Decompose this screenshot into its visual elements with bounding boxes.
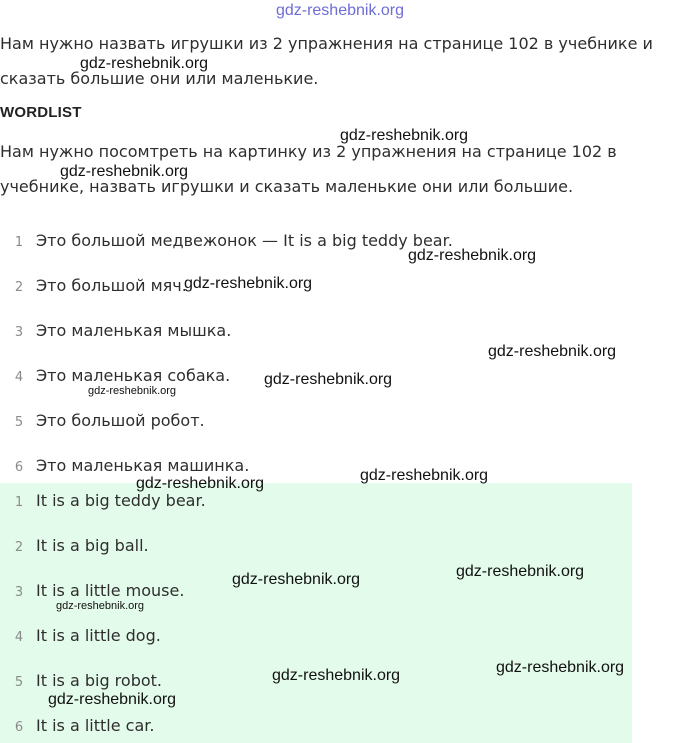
watermark-text: gdz-reshebnik.org — [264, 371, 393, 388]
watermark-text: gdz-reshebnik.org — [488, 343, 617, 360]
item-text: It is a little mouse. — [36, 581, 185, 600]
watermark-text: gdz-reshebnik.org — [80, 55, 209, 72]
description-line-1: Нам нужно посомтреть на картинку из 2 упражнения на странице 102 в — [0, 142, 617, 161]
list-item — [0, 410, 630, 434]
list-item — [0, 715, 630, 739]
list-item — [0, 275, 630, 299]
list-item — [0, 625, 630, 649]
item-text: Это большой медвежонок — It is a big teddy bear. — [36, 231, 453, 250]
watermark-text: gdz-reshebnik.org — [272, 667, 401, 684]
item-text: Это маленькая машинка. — [36, 456, 250, 475]
watermark-text: gdz-reshebnik.org — [136, 475, 265, 492]
item-number: 3 — [14, 325, 24, 340]
intro-line-1: Нам нужно назвать игрушки из 2 упражнения на странице 102 в учебнике и — [0, 34, 653, 53]
item-text: Это большой мяч. — [36, 276, 187, 295]
item-number: 3 — [14, 585, 24, 600]
item-number: 6 — [14, 460, 24, 475]
item-text: It is a little dog. — [36, 626, 161, 645]
list-item — [0, 455, 630, 479]
watermark-text: gdz-reshebnik.org — [408, 247, 537, 264]
item-number: 2 — [14, 280, 24, 295]
list-item — [0, 490, 630, 514]
item-text: It is a big ball. — [36, 536, 149, 555]
watermark-text: gdz-reshebnik.org — [60, 163, 189, 180]
item-text: Это маленькая собака. — [36, 366, 231, 385]
item-number: 1 — [14, 235, 24, 250]
watermark-text: gdz-reshebnik.org — [360, 467, 489, 484]
wordlist-heading: WORDLIST — [0, 104, 82, 121]
watermark-text: gdz-reshebnik.org — [340, 127, 469, 144]
item-number: 2 — [14, 540, 24, 555]
watermark-text: gdz-reshebnik.org — [456, 563, 585, 580]
watermark-text: gdz-reshebnik.org — [496, 659, 625, 676]
watermark-text: gdz-reshebnik.org — [56, 600, 145, 612]
item-number: 1 — [14, 495, 24, 510]
watermark-text: gdz-reshebnik.org — [48, 691, 177, 708]
item-number: 4 — [14, 370, 24, 385]
item-text: It is a little car. — [36, 716, 155, 735]
watermark-text: gdz-reshebnik.org — [184, 275, 313, 292]
item-text: Это большой робот. — [36, 411, 205, 430]
list-item — [0, 535, 630, 559]
item-number: 5 — [14, 415, 24, 430]
item-text: Это маленькая мышка. — [36, 321, 232, 340]
item-number: 5 — [14, 675, 24, 690]
watermark-text: gdz-reshebnik.org — [232, 571, 361, 588]
description-line-2: учебнике, назвать игрушки и сказать маленькие они или большие. — [0, 177, 574, 196]
list-item — [0, 320, 630, 344]
item-text: It is a big teddy bear. — [36, 491, 206, 510]
header-watermark: gdz-reshebnik.org — [275, 2, 405, 19]
watermark-text: gdz-reshebnik.org — [88, 385, 177, 397]
item-number: 6 — [14, 720, 24, 735]
item-number: 4 — [14, 630, 24, 645]
item-text: It is a big robot. — [36, 671, 162, 690]
intro-line-2: сказать большие они или маленькие. — [0, 69, 319, 88]
